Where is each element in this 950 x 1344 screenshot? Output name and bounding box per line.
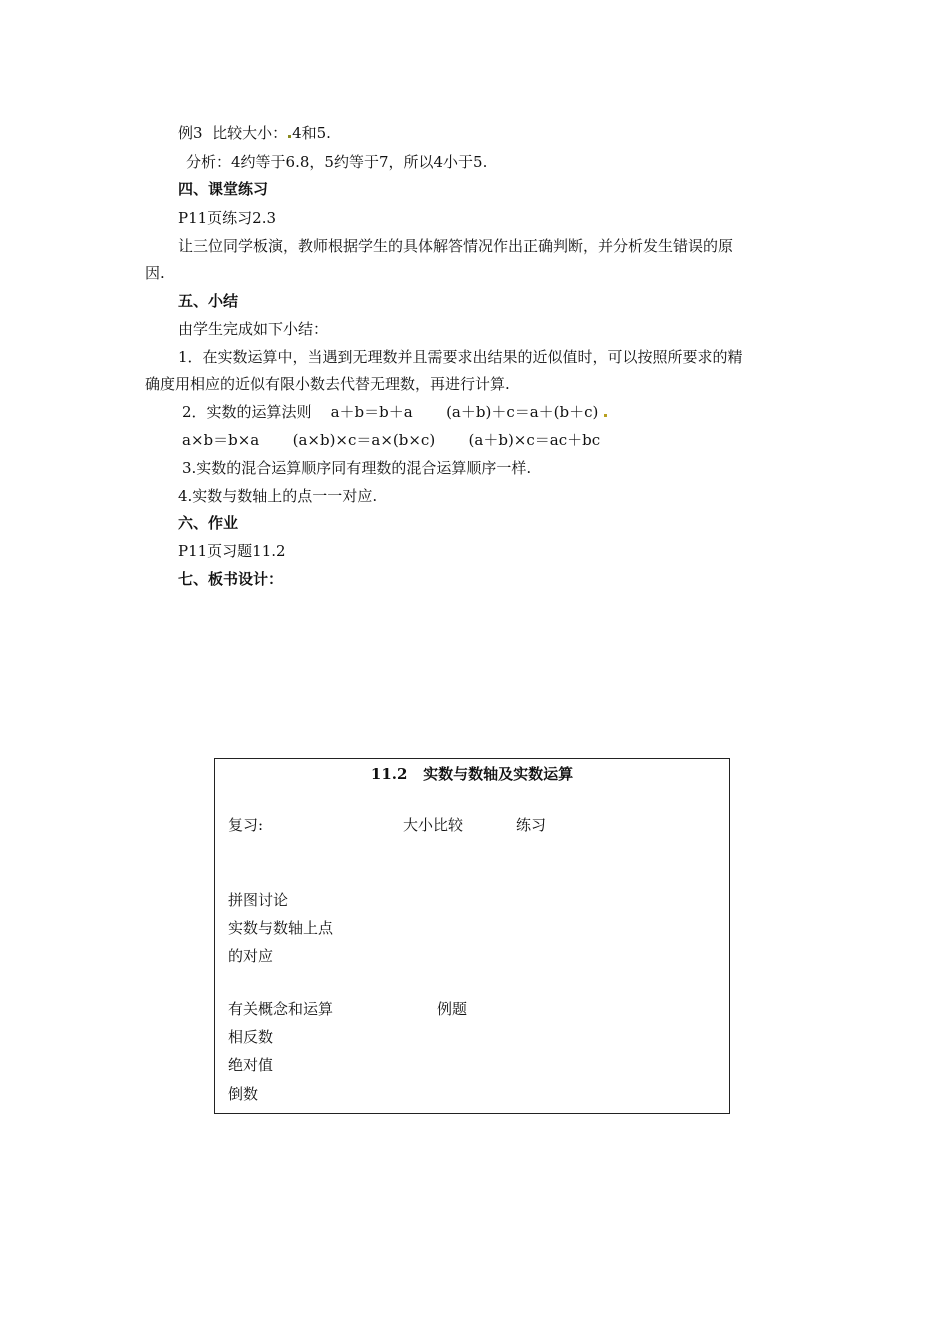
- summary-item-4: 4.实数与数轴上的点一一对应.: [178, 487, 378, 505]
- board-puzzle: 拼图讨论: [228, 891, 289, 909]
- summary-item-2-rules: a×b＝b×a (a×b)×c＝a×(b×c) (a＋b)×c＝ac＋bc: [182, 431, 601, 449]
- example-3-text: 例3 比较大小：: [178, 124, 288, 142]
- mark-dot: [288, 135, 291, 138]
- board-design-box: [214, 758, 730, 1114]
- practice-desc-cont: 因.: [145, 264, 165, 282]
- mark-dot: [604, 414, 607, 417]
- summary-item-3: 3.实数的混合运算顺序同有理数的混合运算顺序一样.: [182, 459, 532, 477]
- example-3: [178, 123, 331, 143]
- board-correspond-1: 实数与数轴上点: [228, 919, 334, 937]
- summary-item-2: [182, 402, 608, 422]
- board-concepts: 有关概念和运算: [228, 1000, 334, 1018]
- heading-summary: 五、小结: [178, 292, 239, 310]
- summary-item-1: 1．在实数运算中，当遇到无理数并且需要求出结果的近似值时，可以按照所要求的精: [178, 348, 743, 366]
- practice-desc: 让三位同学板演，教师根据学生的具体解答情况作出正确判断，并分析发生错误的原: [178, 237, 734, 255]
- board-opposite: 相反数: [228, 1028, 274, 1046]
- board-review: 复习:: [228, 816, 264, 834]
- heading-homework: 六、作业: [178, 514, 239, 532]
- heading-classroom-practice: 四、课堂练习: [178, 180, 269, 198]
- analysis: 分析：4约等于6.8，5约等于7，所以4小于5.: [186, 153, 488, 171]
- board-compare: 大小比较: [403, 816, 464, 834]
- practice-ref: P11页练习2.3: [178, 209, 277, 227]
- summary-item-2-text: 2．实数的运算法则 a＋b＝b＋a (a＋b)＋c＝a＋(b＋c): [182, 403, 599, 421]
- board-reciprocal: 倒数: [228, 1085, 259, 1103]
- homework-ref: P11页习题11.2: [178, 542, 286, 560]
- summary-item-1-cont: 确度用相应的近似有限小数去代替无理数，再进行计算.: [145, 375, 510, 393]
- heading-board-design: 七、板书设计：: [178, 570, 284, 588]
- board-absolute: 绝对值: [228, 1056, 274, 1074]
- example-3-values: 4和5.: [292, 124, 331, 142]
- board-practice: 练习: [516, 816, 547, 834]
- board-correspond-2: 的对应: [228, 947, 274, 965]
- summary-intro: 由学生完成如下小结：: [178, 320, 329, 338]
- board-examples: 例题: [437, 1000, 468, 1018]
- board-title: 11.2 实数与数轴及实数运算: [370, 765, 574, 783]
